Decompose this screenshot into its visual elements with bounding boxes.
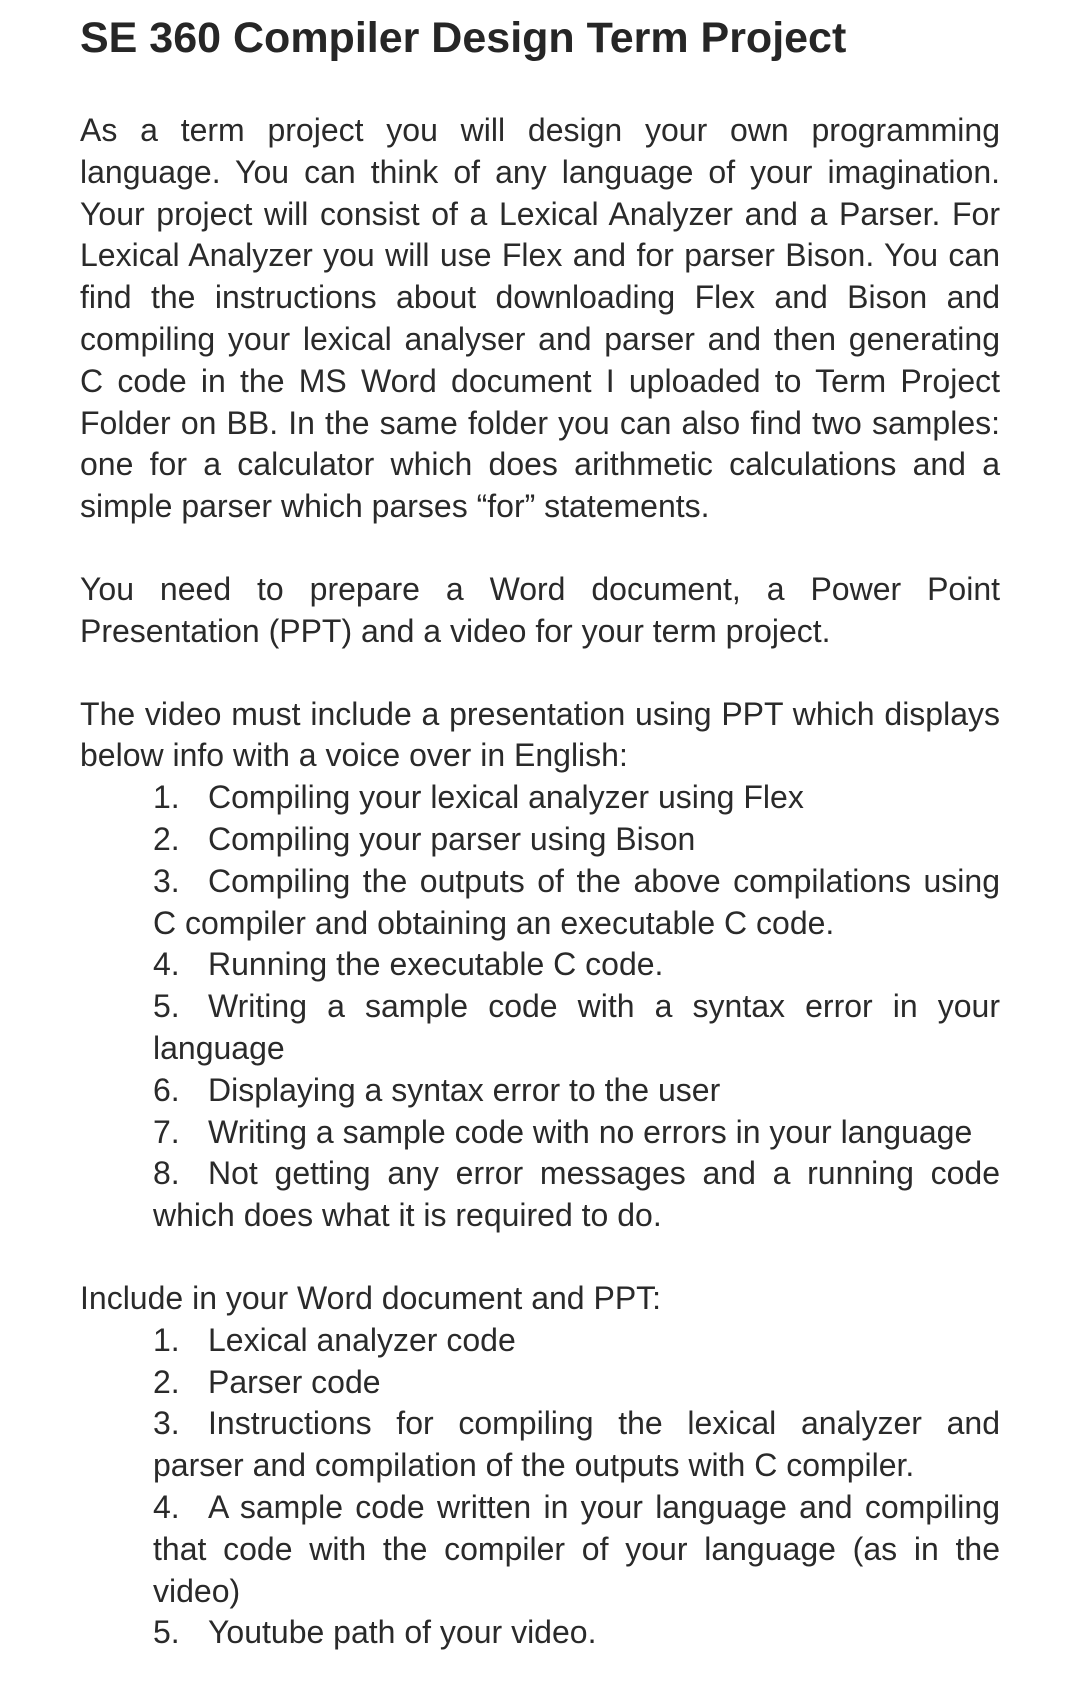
- list-number: 3.: [153, 862, 180, 899]
- list-number: 2.: [153, 820, 180, 857]
- list-text: Compiling the outputs of the above compilations using C compiler and obtaining an executable C code.: [153, 862, 1000, 941]
- list-text: Lexical analyzer code: [208, 1321, 516, 1358]
- list-item: [153, 1153, 1000, 1237]
- list-item: [153, 1612, 1000, 1654]
- list-item: [153, 986, 1000, 1070]
- list-text: A sample code written in your language and compiling that code with the compiler of your language (as in the video): [153, 1488, 1000, 1609]
- list-item: [153, 1403, 1000, 1487]
- list-item: [153, 861, 1000, 945]
- list-text: Compiling your lexical analyzer using Flex: [208, 779, 804, 816]
- list-item: [153, 819, 1000, 861]
- list-item: [153, 1112, 1000, 1154]
- video-intro-paragraph: The video must include a presentation using PPT which displays below info with a voice over in English:: [80, 695, 1000, 774]
- list-item: [153, 777, 1000, 819]
- list-item: [153, 944, 1000, 986]
- video-requirements-list: [80, 777, 1000, 1237]
- document-requirements-list: [80, 1320, 1000, 1654]
- list-text: Writing a sample code with a syntax error in your language: [153, 988, 1000, 1066]
- list-number: 5.: [153, 988, 180, 1025]
- list-item: [153, 1320, 1000, 1362]
- list-number: 1.: [153, 1321, 180, 1358]
- list-text: Displaying a syntax error to the user: [208, 1071, 721, 1108]
- list-number: 3.: [153, 1405, 180, 1442]
- list-number: 4.: [153, 946, 180, 983]
- list-number: 7.: [153, 1113, 180, 1150]
- document-page: [80, 0, 1000, 1654]
- list-text: Youtube path of your video.: [208, 1614, 597, 1651]
- list-item: [153, 1487, 1000, 1612]
- list-number: 5.: [153, 1614, 180, 1651]
- document-title: SE 360 Compiler Design Term Project: [80, 14, 847, 62]
- list-item: [153, 1362, 1000, 1404]
- list-text: Instructions for compiling the lexical analyzer and parser and compilation of the outputs with C compiler.: [153, 1405, 1000, 1484]
- list-item: [153, 1070, 1000, 1112]
- list-text: Compiling your parser using Bison: [208, 820, 696, 857]
- list-number: 1.: [153, 779, 180, 816]
- list-text: Parser code: [208, 1363, 381, 1400]
- list-number: 6.: [153, 1071, 180, 1108]
- list-text: Writing a sample code with no errors in your language: [208, 1113, 973, 1150]
- list-number: 8.: [153, 1155, 180, 1192]
- deliverables-paragraph: You need to prepare a Word document, a Power Point Presentation (PPT) and a video for your term project.: [80, 570, 1000, 649]
- intro-paragraph: As a term project you will design your own programming language. You can think of any language of your imagination. Your project will consist of a Lexical Analyzer and a Parser. For Lexical Analyzer you will use Flex and for parser Bison. You can find the instructions about downloading Flex and Bison and compiling your lexical analyser and parser and then generating C code in the MS Word document I uploaded to Term Project Folder on BB. In the same folder you can also find two samples: one for a calculator which does arithmetic calculations and a simple parser which parses “for” statements.: [80, 112, 1000, 525]
- list-text: Not getting any error messages and a running code which does what it is required to do.: [153, 1155, 1000, 1234]
- list-number: 2.: [153, 1363, 180, 1400]
- doc-intro-paragraph: Include in your Word document and PPT:: [80, 1279, 662, 1316]
- list-number: 4.: [153, 1488, 180, 1525]
- list-text: Running the executable C code.: [208, 946, 664, 983]
